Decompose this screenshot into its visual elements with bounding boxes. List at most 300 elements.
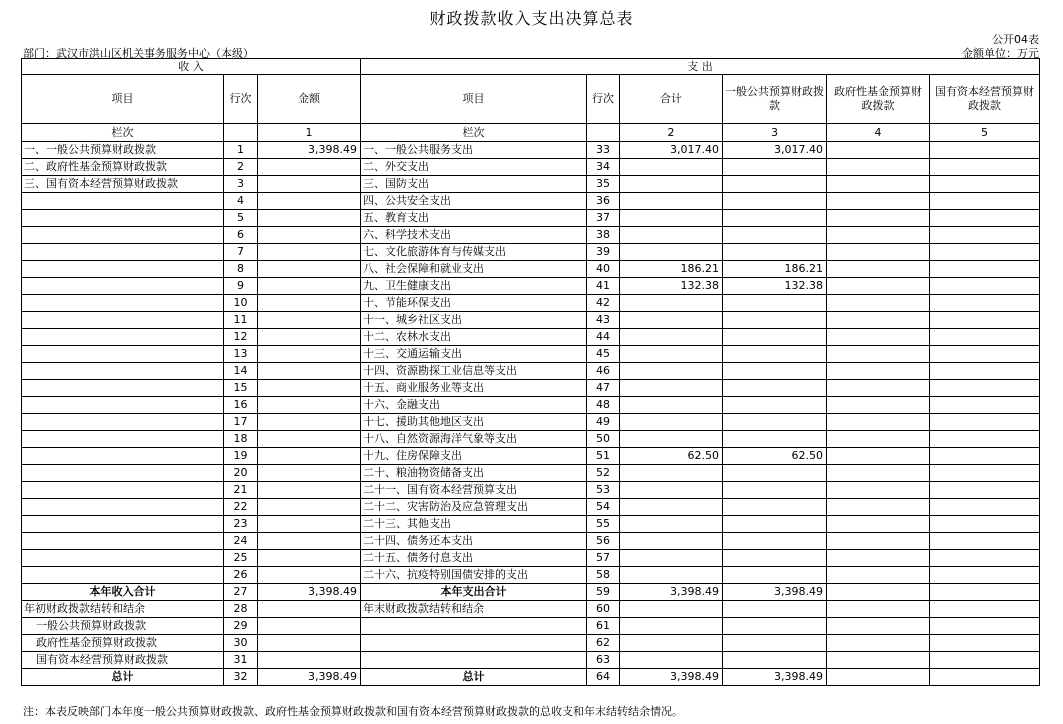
form-code: 公开04表 <box>992 33 1039 46</box>
income-amount-cell <box>258 652 361 669</box>
table-row <box>22 482 1040 499</box>
income-amount-cell <box>258 431 361 448</box>
income-line-cell: 10 <box>224 295 258 312</box>
income-item-cell <box>22 278 224 295</box>
expense-line-cell: 54 <box>587 499 620 516</box>
table-row <box>22 431 1040 448</box>
income-item-cell <box>22 346 224 363</box>
expense-line-cell: 33 <box>587 142 620 159</box>
expense-item-cell: 五、教育支出 <box>361 210 587 227</box>
state-capital-amount-cell <box>930 584 1040 601</box>
income-line-cell: 12 <box>224 329 258 346</box>
general-budget-amount-cell <box>723 363 827 380</box>
table-row <box>22 244 1040 261</box>
page-title: 财政拨款收入支出决算总表 <box>429 9 634 28</box>
table-row <box>22 278 1040 295</box>
expense-item-cell: 十四、资源勘探工业信息等支出 <box>361 363 587 380</box>
general-budget-amount-cell <box>723 244 827 261</box>
total-amount-cell <box>620 210 723 227</box>
total-amount-cell <box>620 363 723 380</box>
income-amount-cell <box>258 227 361 244</box>
income-amount-cell <box>258 550 361 567</box>
expense-item-cell <box>361 652 587 669</box>
gov-fund-amount-cell <box>827 482 930 499</box>
expense-item-cell: 本年支出合计 <box>361 584 587 601</box>
income-item-cell <box>22 261 224 278</box>
state-capital-amount-cell <box>930 346 1040 363</box>
expense-line-cell: 46 <box>587 363 620 380</box>
gov-fund-amount-cell <box>827 244 930 261</box>
income-line-cell: 23 <box>224 516 258 533</box>
income-item-cell: 政府性基金预算财政拨款 <box>22 635 224 652</box>
table-row <box>22 261 1040 278</box>
total-amount-cell <box>620 465 723 482</box>
total-amount-cell <box>620 295 723 312</box>
total-amount-cell: 3,398.49 <box>620 669 723 686</box>
department-label: 部门：武汉市洪山区机关事务服务中心（本级） <box>23 47 254 60</box>
income-line-cell: 3 <box>224 176 258 193</box>
expense-item-cell: 总计 <box>361 669 587 686</box>
state-capital-amount-cell <box>930 176 1040 193</box>
income-item-cell <box>22 550 224 567</box>
income-amount-cell <box>258 159 361 176</box>
state-capital-amount-cell <box>930 159 1040 176</box>
income-amount-cell <box>258 499 361 516</box>
gov-fund-amount-cell <box>827 329 930 346</box>
total-amount-cell <box>620 193 723 210</box>
income-item-cell <box>22 533 224 550</box>
income-amount-cell <box>258 567 361 584</box>
income-line-cell: 11 <box>224 312 258 329</box>
expense-line-header: 行次 <box>587 75 620 124</box>
general-budget-amount-cell: 132.38 <box>723 278 827 295</box>
income-line-cell: 22 <box>224 499 258 516</box>
gov-fund-amount-cell <box>827 533 930 550</box>
expense-item-cell: 二十五、债务付息支出 <box>361 550 587 567</box>
income-amount-cell <box>258 516 361 533</box>
expense-item-cell: 七、文化旅游体育与传媒支出 <box>361 244 587 261</box>
total-amount-cell: 186.21 <box>620 261 723 278</box>
expense-item-cell <box>361 618 587 635</box>
income-line-cell: 15 <box>224 380 258 397</box>
general-budget-amount-cell <box>723 414 827 431</box>
expense-item-cell: 十三、交通运输支出 <box>361 346 587 363</box>
column-label-expense: 栏次 <box>361 124 587 142</box>
expense-item-cell: 十九、住房保障支出 <box>361 448 587 465</box>
expense-line-cell: 64 <box>587 669 620 686</box>
income-amount-cell: 3,398.49 <box>258 584 361 601</box>
expense-item-cell: 四、公共安全支出 <box>361 193 587 210</box>
gov-fund-amount-cell <box>827 193 930 210</box>
expense-item-cell: 八、社会保障和就业支出 <box>361 261 587 278</box>
general-budget-amount-cell: 62.50 <box>723 448 827 465</box>
table-row <box>22 329 1040 346</box>
income-line-cell: 32 <box>224 669 258 686</box>
income-amount-cell <box>258 261 361 278</box>
table-row <box>22 227 1040 244</box>
income-line-cell: 4 <box>224 193 258 210</box>
expense-line-cell: 62 <box>587 635 620 652</box>
table-row <box>22 516 1040 533</box>
income-item-cell: 总计 <box>22 669 224 686</box>
expense-item-cell: 三、国防支出 <box>361 176 587 193</box>
income-line-cell: 17 <box>224 414 258 431</box>
state-capital-amount-cell <box>930 431 1040 448</box>
state-capital-amount-cell <box>930 669 1040 686</box>
footnote: 注：本表反映部门本年度一般公共预算财政拨款、政府性基金预算财政拨款和国有资本经营预算财政拨款的总收支和年末结转结余情况。 <box>23 705 683 718</box>
gov-fund-amount-cell <box>827 295 930 312</box>
income-section-header: 收 入 <box>22 59 361 75</box>
general-budget-amount-cell <box>723 210 827 227</box>
total-amount-cell <box>620 227 723 244</box>
income-line-cell: 2 <box>224 159 258 176</box>
table-row <box>22 669 1040 686</box>
expense-line-cell: 52 <box>587 465 620 482</box>
expense-line-cell: 44 <box>587 329 620 346</box>
expense-item-cell: 九、卫生健康支出 <box>361 278 587 295</box>
general-budget-amount-cell <box>723 159 827 176</box>
column-num-2: 2 <box>620 124 723 142</box>
total-amount-cell: 3,017.40 <box>620 142 723 159</box>
expense-line-cell: 61 <box>587 618 620 635</box>
gov-fund-amount-cell <box>827 210 930 227</box>
general-budget-amount-cell <box>723 567 827 584</box>
total-amount-cell <box>620 482 723 499</box>
income-line-cell: 6 <box>224 227 258 244</box>
total-amount-cell <box>620 431 723 448</box>
column-num-5: 5 <box>930 124 1040 142</box>
table-row <box>22 448 1040 465</box>
income-line-cell: 13 <box>224 346 258 363</box>
state-capital-amount-cell <box>930 567 1040 584</box>
total-amount-cell <box>620 414 723 431</box>
general-budget-amount-cell <box>723 516 827 533</box>
income-item-cell: 本年收入合计 <box>22 584 224 601</box>
gov-fund-amount-cell <box>827 312 930 329</box>
table-row <box>22 618 1040 635</box>
income-item-cell <box>22 397 224 414</box>
table-row <box>22 499 1040 516</box>
income-amount-cell <box>258 363 361 380</box>
income-amount-cell <box>258 635 361 652</box>
state-capital-amount-cell <box>930 550 1040 567</box>
gov-fund-amount-cell <box>827 227 930 244</box>
expense-section-header: 支 出 <box>361 59 1040 75</box>
expense-line-cell: 49 <box>587 414 620 431</box>
income-line-cell: 24 <box>224 533 258 550</box>
expense-item-cell: 十二、农林水支出 <box>361 329 587 346</box>
table-row <box>22 380 1040 397</box>
state-capital-amount-cell <box>930 261 1040 278</box>
total-amount-cell <box>620 397 723 414</box>
general-budget-amount-cell <box>723 295 827 312</box>
state-capital-amount-cell <box>930 312 1040 329</box>
income-item-cell: 年初财政拨款结转和结余 <box>22 601 224 618</box>
expense-item-header: 项目 <box>361 75 587 124</box>
gov-fund-amount-cell <box>827 567 930 584</box>
income-amount-cell <box>258 312 361 329</box>
total-amount-cell <box>620 652 723 669</box>
finance-summary-table <box>21 58 1040 686</box>
gov-fund-amount-cell <box>827 601 930 618</box>
general-budget-amount-cell <box>723 533 827 550</box>
general-budget-amount-cell: 3,398.49 <box>723 669 827 686</box>
table-row <box>22 312 1040 329</box>
expense-line-cell: 60 <box>587 601 620 618</box>
gov-fund-amount-cell <box>827 635 930 652</box>
income-line-cell: 8 <box>224 261 258 278</box>
expense-item-cell <box>361 635 587 652</box>
income-item-cell <box>22 465 224 482</box>
gov-fund-amount-cell <box>827 499 930 516</box>
general-budget-amount-cell <box>723 329 827 346</box>
expense-item-cell: 二十、粮油物资储备支出 <box>361 465 587 482</box>
general-budget-amount-cell <box>723 618 827 635</box>
income-amount-cell <box>258 414 361 431</box>
expense-item-cell: 十一、城乡社区支出 <box>361 312 587 329</box>
general-budget-header: 一般公共预算财政拨款 <box>723 75 827 124</box>
total-amount-cell: 3,398.49 <box>620 584 723 601</box>
state-capital-amount-cell <box>930 244 1040 261</box>
gov-fund-amount-cell <box>827 431 930 448</box>
income-amount-cell: 3,398.49 <box>258 669 361 686</box>
expense-line-cell: 59 <box>587 584 620 601</box>
column-num-4: 4 <box>827 124 930 142</box>
state-capital-amount-cell <box>930 295 1040 312</box>
income-item-cell: 二、政府性基金预算财政拨款 <box>22 159 224 176</box>
income-line-cell: 27 <box>224 584 258 601</box>
gov-fund-amount-cell <box>827 550 930 567</box>
expense-line-cell: 40 <box>587 261 620 278</box>
expense-line-cell: 50 <box>587 431 620 448</box>
income-amount-cell <box>258 465 361 482</box>
income-amount-cell <box>258 278 361 295</box>
column-num-blank <box>224 124 258 142</box>
income-item-cell: 三、国有资本经营预算财政拨款 <box>22 176 224 193</box>
gov-fund-amount-cell <box>827 448 930 465</box>
total-amount-cell <box>620 499 723 516</box>
table-body <box>22 142 1040 686</box>
table-row <box>22 465 1040 482</box>
column-num-blank <box>587 124 620 142</box>
gov-fund-amount-cell <box>827 363 930 380</box>
gov-fund-amount-cell <box>827 669 930 686</box>
income-item-cell <box>22 244 224 261</box>
income-line-cell: 16 <box>224 397 258 414</box>
expense-item-cell: 六、科学技术支出 <box>361 227 587 244</box>
total-amount-cell <box>620 346 723 363</box>
gov-fund-amount-cell <box>827 278 930 295</box>
state-capital-amount-cell <box>930 618 1040 635</box>
expense-line-cell: 37 <box>587 210 620 227</box>
expense-item-cell: 二十六、抗疫特别国债安排的支出 <box>361 567 587 584</box>
expense-item-cell: 十六、金融支出 <box>361 397 587 414</box>
total-amount-cell <box>620 516 723 533</box>
general-budget-amount-cell <box>723 176 827 193</box>
state-capital-amount-cell <box>930 227 1040 244</box>
income-amount-cell <box>258 346 361 363</box>
income-line-cell: 14 <box>224 363 258 380</box>
general-budget-amount-cell <box>723 482 827 499</box>
income-amount-cell <box>258 210 361 227</box>
income-item-cell <box>22 567 224 584</box>
total-header: 合计 <box>620 75 723 124</box>
column-num-1: 1 <box>258 124 361 142</box>
gov-fund-amount-cell <box>827 397 930 414</box>
income-item-header: 项目 <box>22 75 224 124</box>
state-capital-amount-cell <box>930 499 1040 516</box>
table-row <box>22 584 1040 601</box>
table-row <box>22 652 1040 669</box>
state-capital-amount-cell <box>930 193 1040 210</box>
expense-line-cell: 34 <box>587 159 620 176</box>
expense-line-cell: 38 <box>587 227 620 244</box>
income-line-cell: 1 <box>224 142 258 159</box>
expense-line-cell: 36 <box>587 193 620 210</box>
column-num-3: 3 <box>723 124 827 142</box>
income-line-cell: 7 <box>224 244 258 261</box>
income-line-header: 行次 <box>224 75 258 124</box>
general-budget-amount-cell <box>723 380 827 397</box>
expense-item-cell: 二十二、灾害防治及应急管理支出 <box>361 499 587 516</box>
expense-line-cell: 55 <box>587 516 620 533</box>
table-row <box>22 176 1040 193</box>
expense-line-cell: 41 <box>587 278 620 295</box>
gov-fund-amount-cell <box>827 261 930 278</box>
table-row <box>22 397 1040 414</box>
table-row <box>22 567 1040 584</box>
income-line-cell: 5 <box>224 210 258 227</box>
total-amount-cell <box>620 312 723 329</box>
gov-fund-amount-cell <box>827 176 930 193</box>
total-amount-cell <box>620 380 723 397</box>
income-item-cell <box>22 329 224 346</box>
income-item-cell <box>22 193 224 210</box>
expense-line-cell: 47 <box>587 380 620 397</box>
income-item-cell <box>22 312 224 329</box>
income-item-cell <box>22 380 224 397</box>
state-capital-header: 国有资本经营预算财政拨款 <box>930 75 1040 124</box>
total-amount-cell <box>620 176 723 193</box>
gov-fund-amount-cell <box>827 414 930 431</box>
expense-item-cell: 十八、自然资源海洋气象等支出 <box>361 431 587 448</box>
income-item-cell: 一般公共预算财政拨款 <box>22 618 224 635</box>
state-capital-amount-cell <box>930 363 1040 380</box>
total-amount-cell: 62.50 <box>620 448 723 465</box>
table-row <box>22 533 1040 550</box>
income-line-cell: 30 <box>224 635 258 652</box>
state-capital-amount-cell <box>930 482 1040 499</box>
expense-item-cell: 一、一般公共服务支出 <box>361 142 587 159</box>
total-amount-cell: 132.38 <box>620 278 723 295</box>
income-amount-cell: 3,398.49 <box>258 142 361 159</box>
income-line-cell: 29 <box>224 618 258 635</box>
income-amount-cell <box>258 380 361 397</box>
table-row <box>22 635 1040 652</box>
expense-item-cell: 十五、商业服务业等支出 <box>361 380 587 397</box>
income-line-cell: 25 <box>224 550 258 567</box>
table-row <box>22 414 1040 431</box>
gov-fund-amount-cell <box>827 516 930 533</box>
expense-item-cell: 十、节能环保支出 <box>361 295 587 312</box>
income-amount-cell <box>258 448 361 465</box>
total-amount-cell <box>620 159 723 176</box>
income-line-cell: 18 <box>224 431 258 448</box>
income-item-cell <box>22 363 224 380</box>
income-item-cell <box>22 227 224 244</box>
expense-line-cell: 45 <box>587 346 620 363</box>
expense-line-cell: 35 <box>587 176 620 193</box>
income-amount-cell <box>258 533 361 550</box>
gov-fund-amount-cell <box>827 346 930 363</box>
income-item-cell <box>22 210 224 227</box>
state-capital-amount-cell <box>930 465 1040 482</box>
expense-item-cell: 年末财政拨款结转和结余 <box>361 601 587 618</box>
total-amount-cell <box>620 533 723 550</box>
table-row <box>22 142 1040 159</box>
table-row <box>22 295 1040 312</box>
state-capital-amount-cell <box>930 652 1040 669</box>
state-capital-amount-cell <box>930 516 1040 533</box>
gov-fund-header: 政府性基金预算财政拨款 <box>827 75 930 124</box>
table-row <box>22 601 1040 618</box>
state-capital-amount-cell <box>930 329 1040 346</box>
state-capital-amount-cell <box>930 635 1040 652</box>
general-budget-amount-cell <box>723 601 827 618</box>
income-item-cell <box>22 414 224 431</box>
state-capital-amount-cell <box>930 533 1040 550</box>
expense-line-cell: 39 <box>587 244 620 261</box>
income-amount-cell <box>258 193 361 210</box>
income-amount-cell <box>258 176 361 193</box>
income-amount-cell <box>258 397 361 414</box>
income-amount-cell <box>258 482 361 499</box>
general-budget-amount-cell <box>723 193 827 210</box>
income-line-cell: 19 <box>224 448 258 465</box>
income-item-cell <box>22 431 224 448</box>
income-item-cell: 国有资本经营预算财政拨款 <box>22 652 224 669</box>
total-amount-cell <box>620 244 723 261</box>
state-capital-amount-cell <box>930 601 1040 618</box>
income-line-cell: 31 <box>224 652 258 669</box>
expense-line-cell: 58 <box>587 567 620 584</box>
income-amount-cell <box>258 244 361 261</box>
expense-line-cell: 51 <box>587 448 620 465</box>
total-amount-cell <box>620 635 723 652</box>
expense-line-cell: 63 <box>587 652 620 669</box>
expense-item-cell: 二十四、债务还本支出 <box>361 533 587 550</box>
total-amount-cell <box>620 329 723 346</box>
gov-fund-amount-cell <box>827 142 930 159</box>
total-amount-cell <box>620 550 723 567</box>
expense-item-cell: 十七、援助其他地区支出 <box>361 414 587 431</box>
general-budget-amount-cell <box>723 635 827 652</box>
income-amount-cell <box>258 329 361 346</box>
income-amount-cell <box>258 618 361 635</box>
column-label-income: 栏次 <box>22 124 224 142</box>
income-item-cell <box>22 516 224 533</box>
total-amount-cell <box>620 567 723 584</box>
income-amount-cell <box>258 295 361 312</box>
total-amount-cell <box>620 618 723 635</box>
expense-line-cell: 42 <box>587 295 620 312</box>
gov-fund-amount-cell <box>827 465 930 482</box>
gov-fund-amount-cell <box>827 159 930 176</box>
general-budget-amount-cell <box>723 312 827 329</box>
general-budget-amount-cell <box>723 465 827 482</box>
income-line-cell: 9 <box>224 278 258 295</box>
income-amount-header: 金额 <box>258 75 361 124</box>
